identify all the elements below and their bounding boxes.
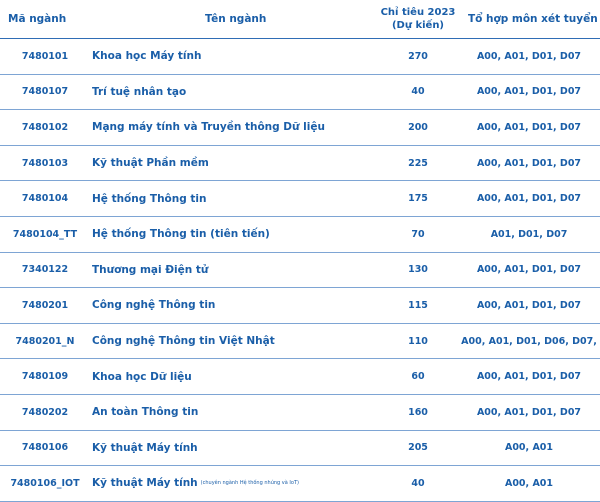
subject-combos: A00, A01, D01, D07 <box>476 371 582 383</box>
quota-value: 225 <box>408 157 428 169</box>
table-row <box>0 253 600 289</box>
subject-combos: A00, A01 <box>504 442 554 454</box>
major-name-cell <box>92 146 382 181</box>
major-code: 7480101 <box>21 50 69 62</box>
major-name-cell <box>92 75 382 110</box>
major-name-cell <box>92 288 382 323</box>
quota-value: 130 <box>408 264 428 276</box>
subject-combos: A00, A01, D01, D07 <box>476 299 582 311</box>
major-name: An toàn Thông tin <box>92 406 199 419</box>
major-name-cell <box>92 395 382 430</box>
table-row <box>0 359 600 395</box>
table-row <box>0 39 600 75</box>
subject-combos: A00, A01, D01, D07 <box>476 157 582 169</box>
quota-value: 115 <box>408 299 428 311</box>
quota-value: 60 <box>411 371 425 383</box>
major-name: Công nghệ Thông tin <box>92 299 216 312</box>
major-code: 7340122 <box>21 264 69 276</box>
table-row <box>0 146 600 182</box>
major-code: 7480102 <box>21 121 69 133</box>
header-name: Tên ngành <box>205 13 267 25</box>
subject-combos: A00, A01, D01, D07 <box>476 86 582 98</box>
major-code: 7480106_IOT <box>10 477 80 489</box>
major-name-cell <box>92 359 382 394</box>
table-row <box>0 431 600 467</box>
table-body <box>0 39 600 502</box>
subject-combos: A00, A01 <box>504 477 554 489</box>
major-code: 7480103 <box>21 157 69 169</box>
table-header <box>0 0 600 39</box>
subject-combos: A01, D01, D07 <box>490 228 568 240</box>
major-name: Công nghệ Thông tin Việt Nhật <box>92 335 275 348</box>
major-code: 7480201_N <box>15 335 75 347</box>
quota-value: 70 <box>411 228 425 240</box>
major-name-cell <box>92 39 382 74</box>
header-code: Mã ngành <box>8 13 67 25</box>
table-row <box>0 110 600 146</box>
major-name: Hệ thống Thông tin <box>92 192 207 205</box>
subject-combos: A00, A01, D01, D07 <box>476 264 582 276</box>
table-row <box>0 466 600 502</box>
major-code: 7480104 <box>21 193 69 205</box>
major-name: Thương mại Điện tử <box>92 263 209 276</box>
major-name: Mạng máy tính và Truyền thông Dữ liệu <box>92 121 325 134</box>
major-code: 7480202 <box>21 406 69 418</box>
table-row <box>0 395 600 431</box>
header-combos: Tổ hợp môn xét tuyển <box>468 13 598 25</box>
major-name-cell <box>92 217 382 252</box>
major-name-cell <box>92 253 382 288</box>
major-note: (chuyên ngành Hệ thống nhúng và IoT) <box>200 480 299 487</box>
table-row <box>0 288 600 324</box>
major-name: Hệ thống Thông tin (tiên tiến) <box>92 228 270 241</box>
header-quota-line2: (Dự kiến) <box>391 20 445 31</box>
major-name-cell <box>92 466 382 501</box>
major-name-cell <box>92 431 382 466</box>
table-row <box>0 181 600 217</box>
major-name-cell <box>92 324 382 359</box>
major-name-cell <box>92 181 382 216</box>
major-code: 7480106 <box>21 442 69 454</box>
subject-combos: A00, A01, D01, D07 <box>476 193 582 205</box>
major-code: 7480201 <box>21 299 69 311</box>
table-row <box>0 217 600 253</box>
subject-combos: A00, A01, D01, D07 <box>476 121 582 133</box>
quota-value: 40 <box>411 477 425 489</box>
quota-value: 40 <box>411 86 425 98</box>
major-code: 7480104_TT <box>12 228 78 240</box>
table-row <box>0 324 600 360</box>
subject-combos: A00, A01, D01, D07 <box>476 406 582 418</box>
subject-combos: A00, A01, D01, D06, D07, <box>461 335 597 347</box>
major-name: Trí tuệ nhân tạo <box>92 85 187 98</box>
major-name: Kỹ thuật Phần mềm <box>92 157 209 170</box>
major-code: 7480109 <box>21 371 69 383</box>
table-row <box>0 75 600 111</box>
header-quota <box>380 0 456 38</box>
major-code: 7480107 <box>21 86 69 98</box>
quota-value: 110 <box>408 335 428 347</box>
major-name: Kỹ thuật Máy tính <box>92 477 198 490</box>
major-name: Khoa học Máy tính <box>92 50 202 63</box>
quota-value: 205 <box>408 442 428 454</box>
quota-value: 175 <box>408 193 428 205</box>
quota-value: 270 <box>408 50 428 62</box>
major-name-cell <box>92 110 382 145</box>
quota-value: 160 <box>408 406 428 418</box>
major-name: Kỹ thuật Máy tính <box>92 441 198 454</box>
header-quota-line1: Chỉ tiêu 2023 <box>380 7 456 18</box>
quota-value: 200 <box>408 121 428 133</box>
major-name: Khoa học Dữ liệu <box>92 370 192 383</box>
subject-combos: A00, A01, D01, D07 <box>476 50 582 62</box>
